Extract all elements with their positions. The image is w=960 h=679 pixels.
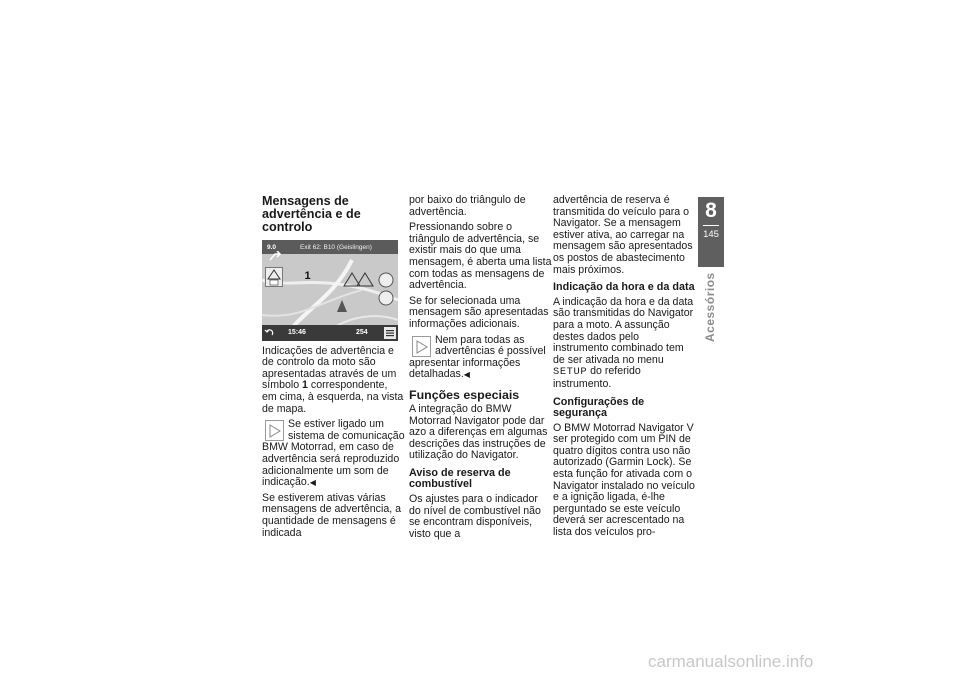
chapter-label: Acessórios xyxy=(703,272,717,342)
paragraph: Pressionando sobre o triângulo de advertência, se existir mais do que uma mensagem, é aberta uma lista com todas as mensagens de advertência. xyxy=(409,221,552,292)
watermark: carmanualsonline.info xyxy=(648,652,814,671)
end-mark-icon: ◀ xyxy=(309,478,316,488)
map-footer-bar xyxy=(262,325,398,341)
paragraph: Se for selecionada uma mensagem são apresentadas informações adicionais. xyxy=(409,294,549,330)
chapter-number: 8 xyxy=(705,199,717,222)
menu-icon[interactable] xyxy=(384,327,396,339)
page-number: 145 xyxy=(703,229,719,240)
note-triangle-icon xyxy=(265,420,284,441)
paragraph: Se estiverem ativas várias mensagens de advertência, a quantidade de mensagens é indicada xyxy=(262,491,401,539)
paragraph xyxy=(553,297,696,391)
map-speed: 254 xyxy=(356,329,368,337)
paragraph: por baixo do triângulo de advertência. xyxy=(409,194,526,218)
paragraph: O BMW Motorrad Navigator V ser protegido com um PIN de quatro dígitos contra uso não autorizado (Garmin Lock). Se esta função for ativada com o Navigator instalado no veículo e a ignição ligada, é-lhe perguntado se este veículo deverá ser acrescentado na lista dos veículos pro- xyxy=(553,421,695,539)
note-text: Nem para todas as advertências é possível apresentar informações detalhadas. xyxy=(409,333,546,381)
note-text: Se estiver ligado um sistema de comunicação BMW Motorrad, em caso de advertência será reproduzido adicionalmente um som de indicação. xyxy=(262,418,405,489)
column-3 xyxy=(553,195,696,543)
map-distance: 9.0 xyxy=(267,243,277,251)
subsection-title-time-date: Indicação da hora e da data xyxy=(553,281,695,294)
callout-number: 1 xyxy=(304,269,311,282)
paragraph: A integração do BMW Motorrad Navigator pode dar azo a diferenças em algumas descrições das instruções de utilização do Navigator. xyxy=(409,402,548,462)
section-title-warnings: Mensagens de advertência e de controlo xyxy=(262,194,361,235)
paragraph: advertência de reserva é transmitida do veículo para o Navigator. Se a mensagem estiver ativa, ao carregar na mensagem são apresentados os postos de abastecimento mais próximos. xyxy=(553,194,693,276)
text-span: A indicação da hora e da data são transmitidas do Navigator para a moto. A assunção destes dados pelo instrumento combinado tem de ser ativada no menu xyxy=(553,295,694,366)
subsection-title-fuel: Aviso de reserva de combustível xyxy=(409,466,511,491)
paragraph: Os ajustes para o indicador do nível de combustível não se encontram disponíveis, visto que a xyxy=(409,493,541,540)
turn-arrow-icon xyxy=(268,251,282,261)
end-mark-icon: ◀ xyxy=(463,370,470,380)
map-time: 15:46 xyxy=(288,329,306,337)
paragraph xyxy=(262,346,405,416)
note-triangle-icon xyxy=(412,336,431,357)
text-span: Indicações de advertência e de controlo da moto são apresentadas através de um símbolo xyxy=(262,344,397,392)
column-2 xyxy=(409,195,552,544)
chapter-tab xyxy=(698,197,724,267)
subsection-title-security: Configurações de segurança xyxy=(553,395,645,420)
menu-name: SETUP xyxy=(553,366,588,379)
note-block xyxy=(262,419,405,489)
tab-divider xyxy=(703,225,719,226)
note-block xyxy=(409,335,552,381)
warning-triangle-icon[interactable] xyxy=(265,267,283,287)
callout-ref: 1 xyxy=(302,379,308,392)
text-span: correspondente, em cima, à esquerda, na vista de mapa. xyxy=(262,379,404,415)
section-title-special: Funções especiais xyxy=(409,387,520,402)
column-1 xyxy=(262,195,405,543)
back-icon[interactable] xyxy=(264,328,274,338)
navigator-map-screenshot xyxy=(262,240,398,341)
text-span: do referido instrumento. xyxy=(553,365,641,390)
map-exit-label: Exit 62: B10 (Geislingen) xyxy=(300,243,372,251)
